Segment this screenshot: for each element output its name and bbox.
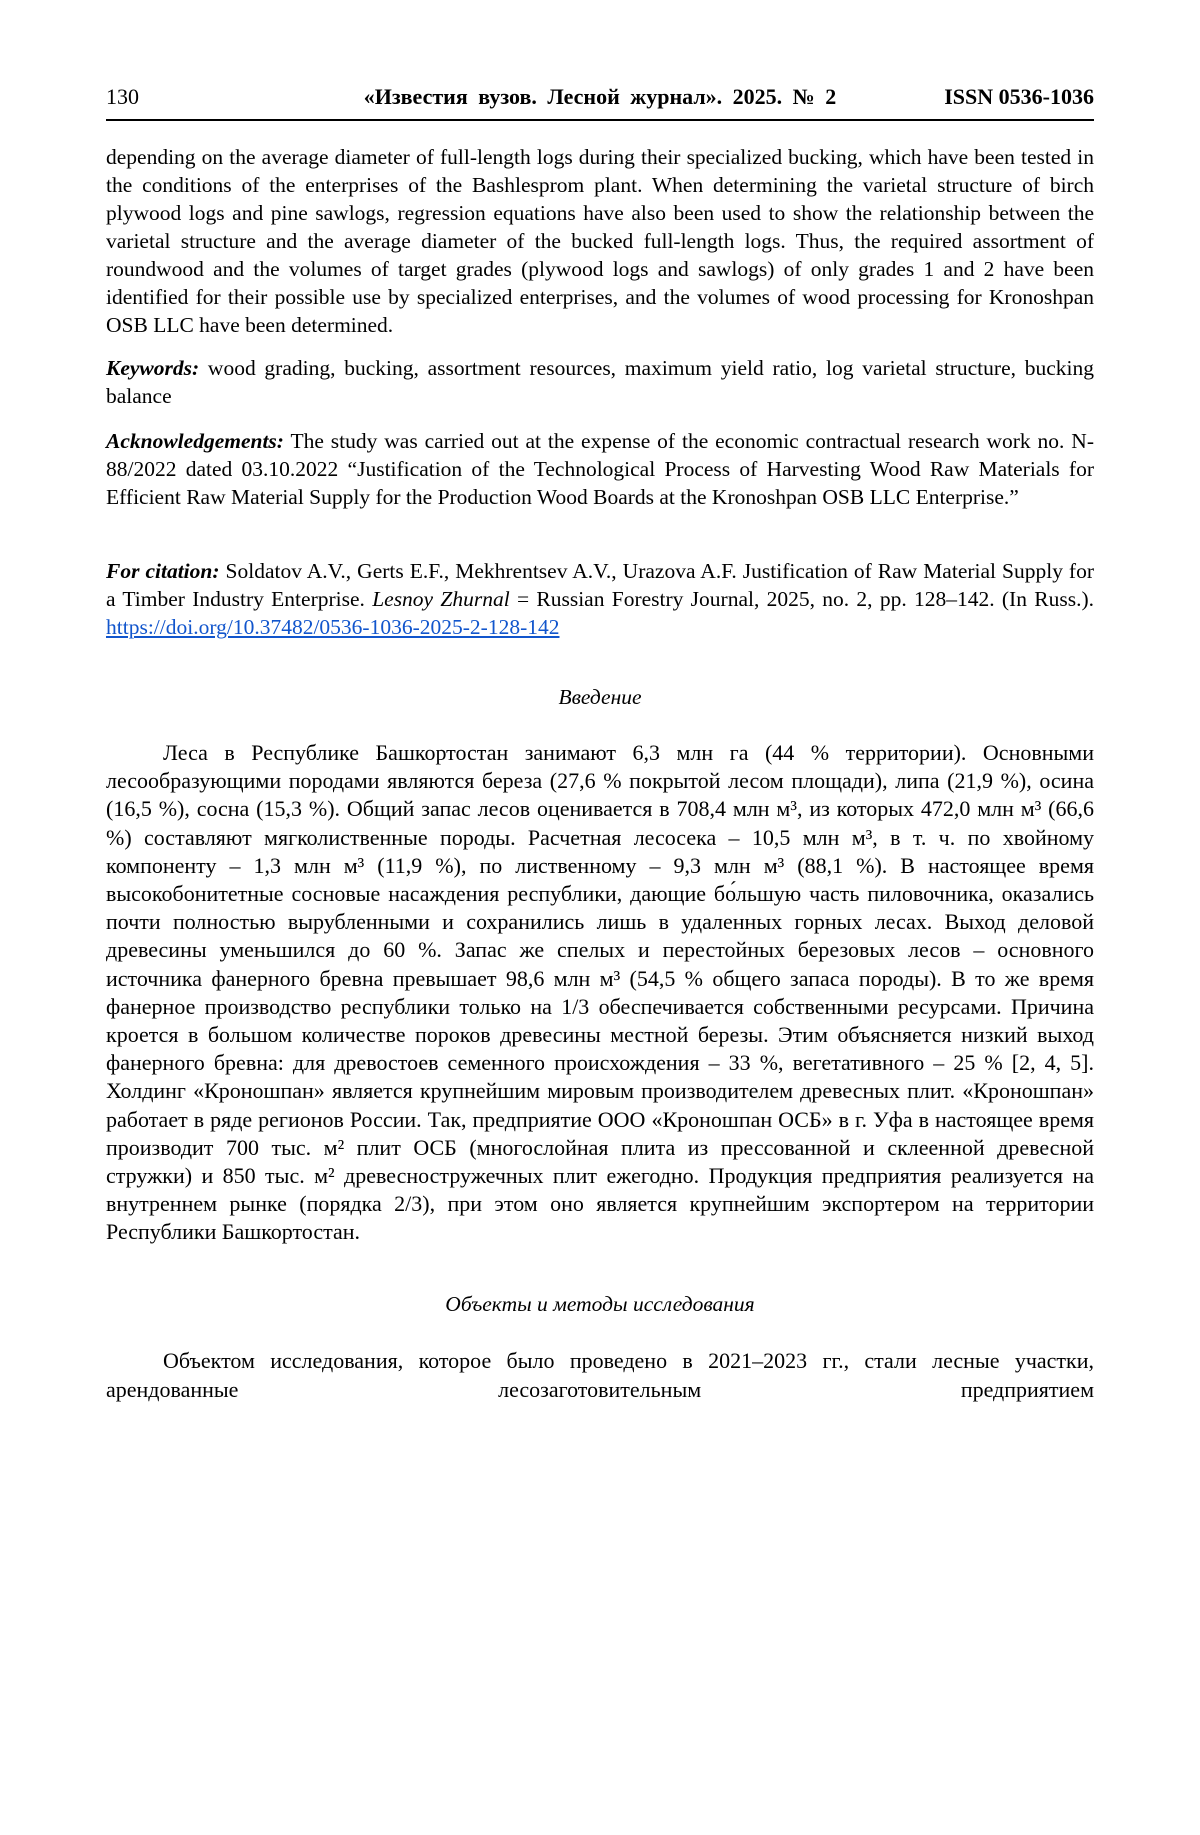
keywords-label: Keywords: [106, 356, 200, 380]
abstract-paragraph: depending on the average diameter of full-length logs during their specialized bucking, which have been tested in the conditions of the enterprises of the Bashlesprom plant. When determining the varietal structure of birch plywood logs and pine sawlogs, regression equations have also been used to show the relationship between the varietal structure and the average diameter of the bucked full-length logs. Thus, the required assortment of roundwood and the volumes of target grades (plywood logs and sawlogs) of only grades 1 and 2 have been identified for their possible use by specialized enterprises, and the volumes of wood processing for Kronoshpan OSB LLC have been determined. [106, 145, 1094, 337]
page-number: 130 [106, 84, 139, 109]
page-header [106, 84, 1094, 110]
methods-heading: Объекты и методы исследования [445, 1291, 755, 1316]
keywords-paragraph [106, 354, 1094, 410]
keywords-text: wood grading, bucking, assortment resources, maximum yield ratio, log varietal structure, bucking balance [106, 356, 1094, 408]
header-rule [106, 119, 1094, 121]
introduction-paragraph: Леса в Республике Башкортостан занимают 6,3 млн га (44 % территории). Основными лесообразующими породами являются береза (27,6 % покрытой лесом площади), липа (21,9 %), осина (16,5 %), сосна (15,3 %). Общий запас лесов оценивается в 708,4 млн м³, из которых 472,0 млн м³ (66,6 %) составляют мягколиственные породы. Расчетная лесосека – 10,5 млн м³, в т. ч. по хвойному компоненту – 1,3 млн м³ (11,9 %), по лиственному – 9,3 млн м³ (88,1 %). В настоящее время высокобонитетные сосновые насаждения республики, дающие бо́льшую часть пиловочника, оказались почти полностью вырубленными и сохранились лишь в удаленных горных лесах. Выход деловой древесины уменьшился до 60 %. Запас же спелых и перестойных березовых лесов – основного источника фанерного бревна превышает 98,6 млн м³ (54,5 % общего запаса породы). В то же время фанерное производство республики только на 1/3 обеспечивается собственными ресурсами. Причина кроется в большом количестве пороков древесины местной березы. Этим объясняется низкий выход фанерного бревна: для древостоев семенного происхождения – 33 %, вегетативного – 25 % [2, 4, 5]. Холдинг «Кроношпан» является крупнейшим мировым производителем древесных плит. «Кроношпан» работает в ряде регионов России. Так, предприятие ООО «Кроношпан ОСБ» в г. Уфа в настоящее время производит 700 тыс. м² плит ОСБ (многослойная плита из прессованной и склеенной древесной стружки) и 850 тыс. м² древесностружечных плит ежегодно. Продукция предприятия реализуется на внутреннем рынке (порядка 2/3), при этом оно является крупнейшим экспортером на территории Республики Башкортостан. [106, 740, 1094, 1245]
acknowledgements-label: Acknowledgements: [106, 429, 284, 453]
citation-paragraph [106, 557, 1094, 641]
citation-label: For citation: [106, 559, 220, 583]
issn-label: ISSN 0536-1036 [944, 84, 1094, 109]
citation-authors: Soldatov A.V., Gerts E.F., Mekhrentsev A.V., Urazova A.F. Justification of Raw Material Supply for a Timber Industry Enterprise. [106, 559, 1095, 611]
citation-suffix: = Russian Forestry Journal, 2025, no. 2, pp. 128–142. (In Russ.). [509, 587, 1094, 611]
acknowledgements-paragraph [106, 427, 1094, 511]
doi-link[interactable]: https://doi.org/10.37482/0536-1036-2025-2-128-142 [106, 615, 560, 639]
introduction-heading: Введение [558, 685, 642, 709]
journal-title: «Известия вузов. Лесной журнал». 2025. № 2 [363, 84, 837, 109]
citation-journal-name: Lesnoy Zhurnal [372, 587, 510, 611]
acknowledgements-text: The study was carried out at the expense of the economic contractual research work no. N-88/2022 dated 03.10.2022 “Justification of the Technological Process of Harvesting Wood Raw Materials for Efficient Raw Material Supply for the Production Wood Boards at the Kronoshpan OSB LLC Enterprise.” [106, 429, 1094, 509]
methods-paragraph: Объектом исследования, которое было проведено в 2021–2023 гг., стали лесные участки, арендованные лесозаготовительным предприятием [106, 1347, 1094, 1402]
